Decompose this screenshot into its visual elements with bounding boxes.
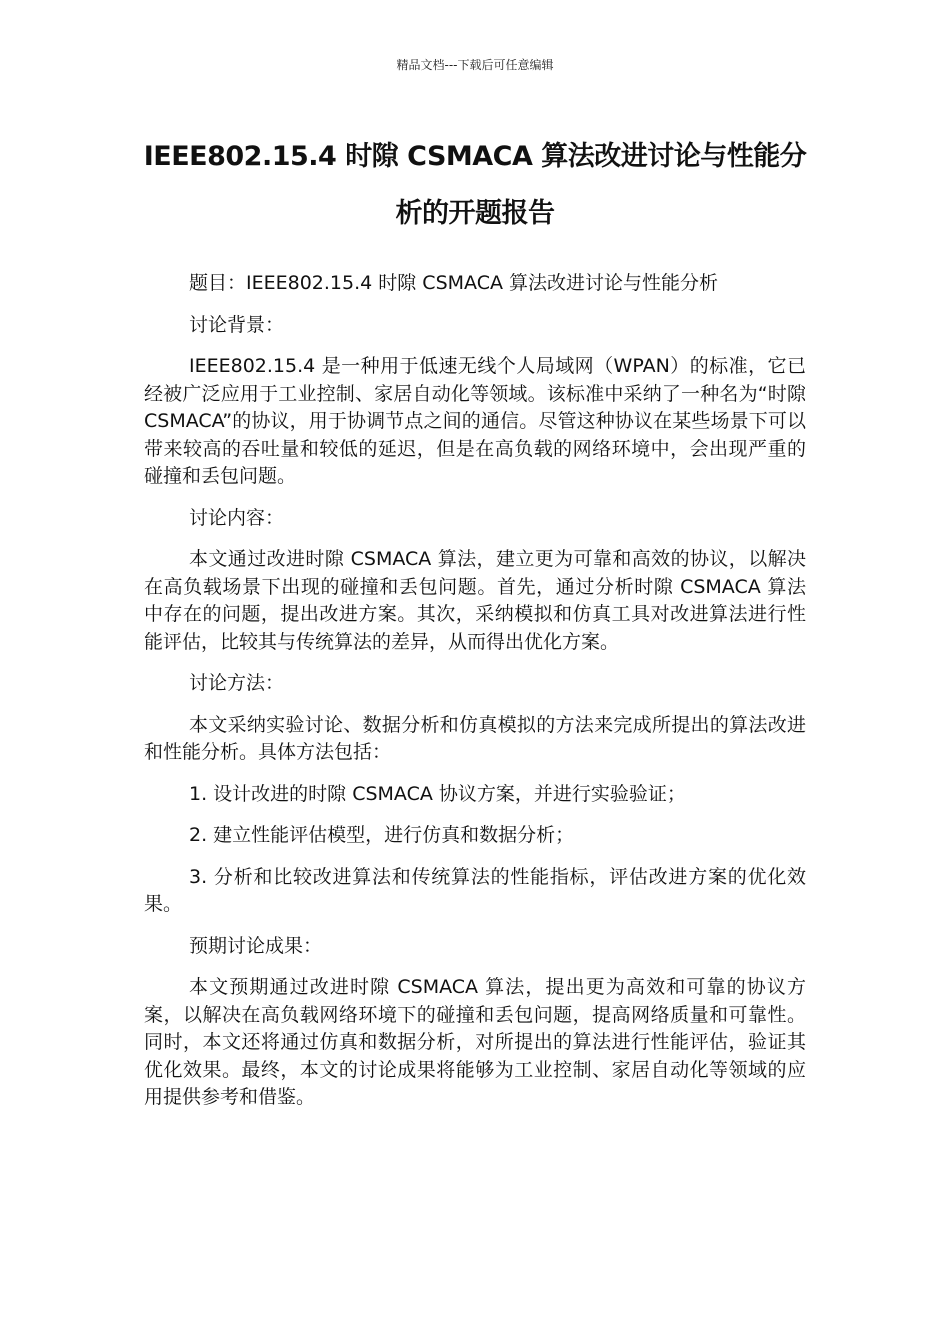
page-header: 精品文档---下载后可任意编辑 <box>396 58 554 72</box>
paragraph-content: 本文通过改进时隙 CSMACA 算法，建立更为可靠和高效的协议，以解决在高负载场景下出现的碰撞和丢包问题。首先，通过分析时隙 CSMACA 算法中存在的问题，提出改进方案。其次，采纳模拟和仿真工具对改进算法进行性能评估，比较其与传统算法的差异，从而得出优化方案。 <box>144 548 806 653</box>
paragraph-expected-results: 本文预期通过改进时隙 CSMACA 算法，提出更为高效和可靠的协议方案，以解决在高负载网络环境下的碰撞和丢包问题，提高网络质量和可靠性。同时，本文还将通过仿真和数据分析，对所提出的算法进行性能评估，验证其优化效果。最终，本文的讨论成果将能够为工业控制、家居自动化等领域的应用提供参考和借鉴。 <box>144 976 806 1108</box>
paragraph-background: IEEE802.15.4 是一种用于低速无线个人局域网（WPAN）的标准，它已经被广泛应用于工业控制、家居自动化等领域。该标准中采纳了一种名为“时隙 CSMACA”的协议，用于协调节点之间的通信。尽管这种协议在某些场景下可以带来较高的吞吐量和较低的延迟，但是在高负载的网络环境中，会出现严重的碰撞和丢包问题。 <box>144 355 806 487</box>
document-title: IEEE802.15.4 时隙 CSMACA 算法改进讨论与性能分析的开题报告 <box>143 141 807 229</box>
list-item: 2. 建立性能评估模型，进行仿真和数据分析； <box>189 824 575 846</box>
topic-line: 题目：IEEE802.15.4 时隙 CSMACA 算法改进讨论与性能分析 <box>189 272 718 294</box>
paragraph-method: 本文采纳实验讨论、数据分析和仿真模拟的方法来完成所提出的算法改进和性能分析。具体方法包括： <box>144 713 806 763</box>
section-heading-method: 讨论方法： <box>189 672 285 694</box>
list-item: 1. 设计改进的时隙 CSMACA 协议方案，并进行实验验证； <box>189 782 686 805</box>
section-heading-background: 讨论背景： <box>189 313 285 336</box>
list-item: 3. 分析和比较改进算法和传统算法的性能指标，评估改进方案的优化效果。 <box>144 865 806 915</box>
section-heading-expected-results: 预期讨论成果： <box>189 934 323 957</box>
document-body <box>144 270 806 1126</box>
section-heading-content: 讨论内容： <box>189 506 285 529</box>
